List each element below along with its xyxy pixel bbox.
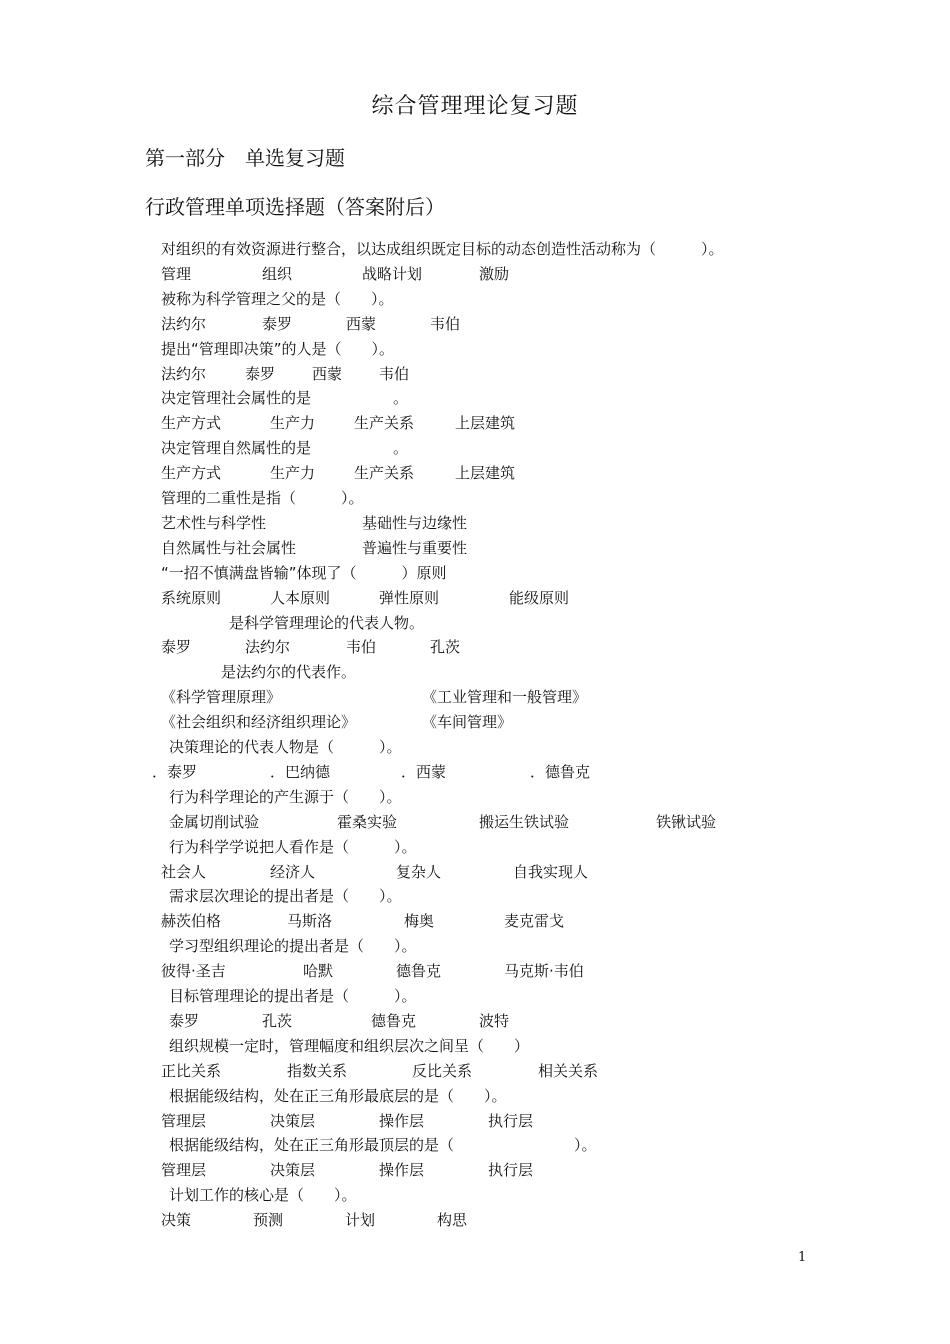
text-line (0, 810, 950, 835)
text-segment: 行为科学学说把人看作是（ ）。 (169, 838, 417, 856)
document-title: 综合管理理论复习题 (371, 94, 579, 119)
option-text: 复杂人 (396, 863, 442, 881)
option-text: 反比关系 (412, 1062, 473, 1080)
option-text: 泰罗 (245, 365, 276, 383)
text-line (0, 312, 950, 337)
text-line (0, 1183, 950, 1208)
section-heading: 行政管理单项选择题（答案附后） (145, 195, 445, 219)
text-segment: 对组织的有效资源进行整合，以达成组织既定目标的动态创造性活动称为（ ）。 (161, 240, 724, 258)
option-text: 社会人 (161, 863, 207, 881)
option-text: 法约尔 (161, 365, 207, 383)
text-line (0, 959, 950, 984)
option-text: 操作层 (379, 1161, 425, 1179)
text-line (0, 262, 950, 287)
text-line (0, 461, 950, 486)
option-text: 战略计划 (362, 265, 423, 283)
option-text: 自然属性与社会属性 (161, 539, 297, 557)
text-line (0, 1158, 950, 1183)
text-line (0, 536, 950, 561)
text-line (0, 411, 950, 436)
option-text: 法约尔 (245, 638, 291, 656)
text-line (0, 785, 950, 810)
option-text: 构思 (437, 1211, 468, 1229)
text-segment: 行为科学理论的产生源于（ ）。 (169, 788, 402, 806)
option-text: 决定管理社会属性的是 (161, 389, 312, 407)
option-text: 指数关系 (287, 1062, 348, 1080)
option-text: 孔茨 (262, 1012, 293, 1030)
text-segment: 学习型组织理论的提出者是（ ）。 (169, 937, 417, 955)
text-line (0, 287, 950, 312)
option-text: 基础性与边缘性 (362, 514, 468, 532)
option-text: 正比关系 (161, 1062, 222, 1080)
option-text: 管理 (161, 265, 192, 283)
text-line (0, 1109, 950, 1134)
text-line (0, 511, 950, 536)
text-line (0, 1034, 950, 1059)
option-text: 孔茨 (430, 638, 461, 656)
text-segment: 是法约尔的代表作。 (221, 663, 357, 681)
page-number: 1 (798, 1250, 807, 1265)
option-text: 哈默 (303, 962, 334, 980)
option-text: 韦伯 (430, 315, 461, 333)
text-segment: 提出“管理即决策”的人是（ ）。 (161, 340, 395, 358)
text-segment: 是科学管理理论的代表人物。 (229, 614, 425, 632)
part-heading: 第一部分 单选复习题 (145, 146, 345, 170)
text-line (0, 660, 950, 685)
option-text: 赫茨伯格 (161, 912, 222, 930)
option-text: 上层建筑 (455, 464, 516, 482)
option-text: 弹性原则 (379, 589, 440, 607)
option-text: 霍桑实验 (337, 813, 398, 831)
text-line (0, 934, 950, 959)
option-text: 执行层 (488, 1112, 534, 1130)
option-text: 西蒙 (346, 315, 377, 333)
option-text: 生产方式 (161, 464, 222, 482)
option-text: 法约尔 (161, 315, 207, 333)
option-text: 操作层 (379, 1112, 425, 1130)
text-line (0, 561, 950, 586)
option-text: 能级原则 (509, 589, 570, 607)
option-text: 泰罗 (161, 638, 192, 656)
text-line (0, 860, 950, 885)
option-text: 管理层 (161, 1112, 207, 1130)
option-text: 麦克雷戈 (504, 912, 565, 930)
option-text: 《工业管理和一般管理》 (422, 688, 588, 706)
text-segment: 。 (393, 439, 409, 457)
text-line (0, 1084, 950, 1109)
option-text: ．巴纳德 (270, 763, 331, 781)
option-text: 决策层 (270, 1112, 316, 1130)
option-text: 管理层 (161, 1161, 207, 1179)
text-line (0, 835, 950, 860)
option-text: 决策层 (270, 1161, 316, 1179)
option-text: 预测 (253, 1211, 284, 1229)
text-line (0, 909, 950, 934)
text-segment: 根据能级结构，处在正三角形最顶层的是（ ）。 (169, 1136, 597, 1154)
option-text: 决策 (161, 1211, 192, 1229)
option-text: 普遍性与重要性 (362, 539, 468, 557)
option-text: ．西蒙 (401, 763, 447, 781)
option-text: 泰罗 (169, 1012, 200, 1030)
option-text: 生产力 (270, 414, 316, 432)
option-text: 计划 (345, 1211, 376, 1229)
option-text: 波特 (479, 1012, 510, 1030)
option-text: 上层建筑 (455, 414, 516, 432)
text-line (0, 486, 950, 511)
option-text: 生产关系 (354, 414, 415, 432)
option-text: 泰罗 (262, 315, 293, 333)
text-line (0, 611, 950, 636)
option-text: 人本原则 (270, 589, 331, 607)
text-segment: 计划工作的核心是（ ）。 (169, 1186, 357, 1204)
text-line (0, 237, 950, 262)
option-text: 决定管理自然属性的是 (161, 439, 312, 457)
text-line (0, 436, 950, 461)
text-line (0, 635, 950, 660)
option-text: 搬运生铁试验 (479, 813, 570, 831)
text-line (0, 586, 950, 611)
option-text: 韦伯 (346, 638, 377, 656)
text-line (0, 710, 950, 735)
option-text: 经济人 (270, 863, 316, 881)
option-text: 德鲁克 (396, 962, 442, 980)
option-text: 生产关系 (354, 464, 415, 482)
option-text: 彼得·圣吉 (161, 962, 226, 980)
text-segment: 组织规模一定时，管理幅度和组织层次之间呈（ ） (169, 1037, 530, 1055)
text-segment: 。 (393, 389, 409, 407)
option-text: 梅奥 (404, 912, 435, 930)
text-segment: 决策理论的代表人物是（ ）。 (169, 738, 402, 756)
text-line (0, 1133, 950, 1158)
text-line (0, 760, 950, 785)
text-segment: 目标管理理论的提出者是（ ）。 (169, 987, 417, 1005)
text-line (0, 1208, 950, 1233)
option-text: ．德鲁克 (530, 763, 591, 781)
text-segment: 需求层次理论的提出者是（ ）。 (169, 887, 402, 905)
text-segment: 被称为科学管理之父的是（ ）。 (161, 290, 394, 308)
option-text: 组织 (262, 265, 293, 283)
text-line (0, 884, 950, 909)
option-text: 韦伯 (379, 365, 410, 383)
option-text: 马克斯·韦伯 (504, 962, 584, 980)
option-text: 《科学管理原理》 (161, 688, 282, 706)
text-line (0, 337, 950, 362)
text-line (0, 984, 950, 1009)
option-text: 《社会组织和经济组织理论》 (161, 713, 357, 731)
option-text: 激励 (479, 265, 510, 283)
option-text: 《车间管理》 (422, 713, 513, 731)
option-text: 马斯洛 (287, 912, 333, 930)
text-line (0, 1059, 950, 1084)
option-text: 西蒙 (312, 365, 343, 383)
option-text: 系统原则 (161, 589, 222, 607)
option-text: 艺术性与科学性 (161, 514, 267, 532)
option-text: 执行层 (488, 1161, 534, 1179)
text-line (0, 685, 950, 710)
text-segment: “一招不慎满盘皆输”体现了（ ）原则 (161, 564, 447, 582)
option-text: ．泰罗 (152, 763, 198, 781)
option-text: 相关关系 (538, 1062, 599, 1080)
text-line (0, 735, 950, 760)
option-text: 铁锹试验 (656, 813, 717, 831)
text-line (0, 362, 950, 387)
text-line (0, 386, 950, 411)
option-text: 金属切削试验 (169, 813, 260, 831)
option-text: 生产力 (270, 464, 316, 482)
option-text: 德鲁克 (371, 1012, 417, 1030)
option-text: 生产方式 (161, 414, 222, 432)
text-line (0, 1009, 950, 1034)
text-segment: 管理的二重性是指（ ）。 (161, 489, 364, 507)
option-text: 自我实现人 (513, 863, 589, 881)
text-segment: 根据能级结构，处在正三角形最底层的是（ ）。 (169, 1087, 507, 1105)
